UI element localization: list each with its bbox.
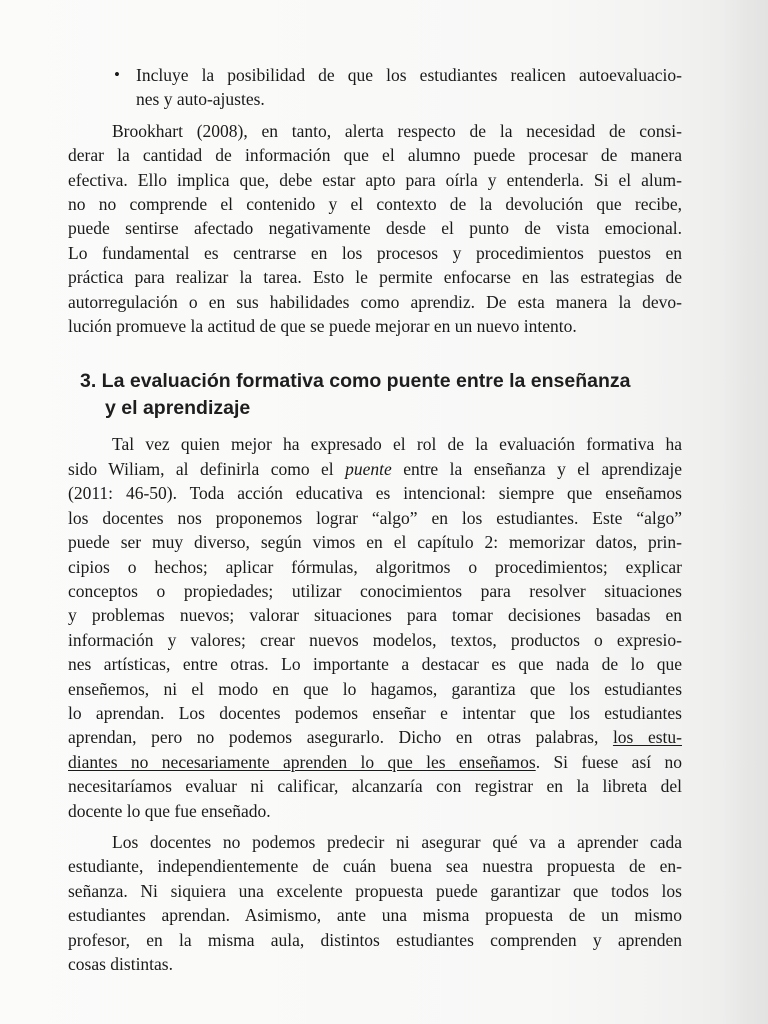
text-line: cosas distintas.: [68, 954, 173, 974]
text-line: práctica para realizar la tarea. Esto le permite enfocarse en las estrategias de: [68, 267, 682, 288]
text-line: y problemas nuevos; valorar situaciones para tomar decisiones basadas en: [68, 605, 682, 626]
text-line: Lo fundamental es centrarse en los procesos y procedimientos puestos en: [68, 242, 682, 263]
text-line: los docentes nos proponemos lograr “algo” en los estudiantes. Este “algo”: [68, 507, 682, 528]
text-run: aprendan, pero no podemos asegurarlo. Dicho en otras palabras,: [68, 727, 613, 748]
section-heading-line: 3. La evaluación formativa como puente entre la enseñanza: [80, 370, 631, 393]
text-run: sido Wiliam, al definirla como el: [68, 458, 346, 479]
text-line: lución promueve la actitud de que se puede mejorar en un nuevo intento.: [68, 316, 577, 337]
text-line: información y valores; crear nuevos modelos, textos, productos o expresio-: [68, 629, 682, 650]
bullet-line: Incluye la posibilidad de que los estudiantes realicen autoevaluacio-: [136, 65, 682, 85]
text-run: entre la enseñanza y el aprendizaje: [391, 458, 682, 479]
section-heading: [68, 368, 682, 422]
text-run: . Si fuese así no: [535, 751, 682, 772]
text-line: enseñemos, ni el modo en que lo hagamos, garantiza que los estudiantes: [68, 678, 682, 699]
text-line: puede ser muy diverso, según vimos en el capítulo 2: memorizar datos, prin-: [68, 532, 682, 553]
text-line: Los docentes no podemos predecir ni asegurar qué va a aprender cada: [112, 831, 682, 852]
text-line: conceptos o propiedades; utilizar conocimientos para resolver situaciones: [68, 580, 682, 601]
underlined-text: diantes no necesariamente aprenden lo que les enseñamos: [68, 751, 536, 772]
paragraph-brookhart: [68, 119, 682, 339]
text-line: docente lo que fue enseñado.: [68, 800, 271, 821]
text-line: [68, 750, 682, 774]
text-line: [68, 457, 682, 481]
text-line: cipios o hechos; aplicar fórmulas, algoritmos o procedimientos; explicar: [68, 556, 682, 577]
text-line: estudiante, independientemente de cuán buena sea nuestra propuesta de en-: [68, 856, 682, 877]
text-line: [68, 725, 682, 749]
text-line: señanza. Ni siquiera una excelente propuesta puede garantizar que todos los: [68, 880, 682, 901]
text-line: necesitaríamos evaluar ni calificar, alcanzaría con registrar en la libreta del: [68, 776, 682, 797]
underlined-text: los estu-: [612, 727, 682, 748]
text-line: no no comprende el contenido y el contexto de la devolución que recibe,: [68, 194, 682, 215]
text-line: Tal vez quien mejor ha expresado el rol de la evaluación formativa ha: [112, 434, 682, 455]
emphasized-term: puente: [345, 458, 392, 479]
text-line: puede sentirse afectado negativamente desde el punto de vista emocional.: [68, 218, 682, 239]
paragraph-wiliam: [68, 432, 682, 823]
section-heading-line: y el aprendizaje: [105, 397, 251, 420]
bullet-marker: •: [114, 65, 120, 84]
text-line: (2011: 46-50). Toda acción educativa es intencional: siempre que enseñamos: [68, 483, 682, 504]
paragraph-prediccion: [68, 830, 682, 976]
text-line: derar la cantidad de información que el alumno puede procesar de manera: [68, 145, 682, 166]
text-line: Brookhart (2008), en tanto, alerta respecto de la necesidad de consi-: [112, 120, 682, 141]
text-line: estudiantes aprendan. Asimismo, ante una misma propuesta de un mismo: [68, 905, 682, 926]
text-line: nes artísticas, entre otras. Lo importante a destacar es que nada de lo que: [68, 654, 682, 675]
text-line: autorregulación o en sus habilidades como aprendiz. De esta manera la devo-: [68, 291, 682, 312]
bullet-line: nes y auto-ajustes.: [136, 89, 265, 110]
page-content: [68, 63, 682, 983]
text-line: efectiva. Ello implica que, debe estar apto para oírla y entenderla. Si el alum-: [68, 169, 682, 190]
text-line: lo aprendan. Los docentes podemos enseñar e intentar que los estudiantes: [68, 702, 682, 723]
text-line: profesor, en la misma aula, distintos estudiantes comprenden y aprenden: [68, 929, 682, 950]
scan-shadow-edge: [724, 0, 768, 1024]
bullet-item: [68, 63, 682, 112]
